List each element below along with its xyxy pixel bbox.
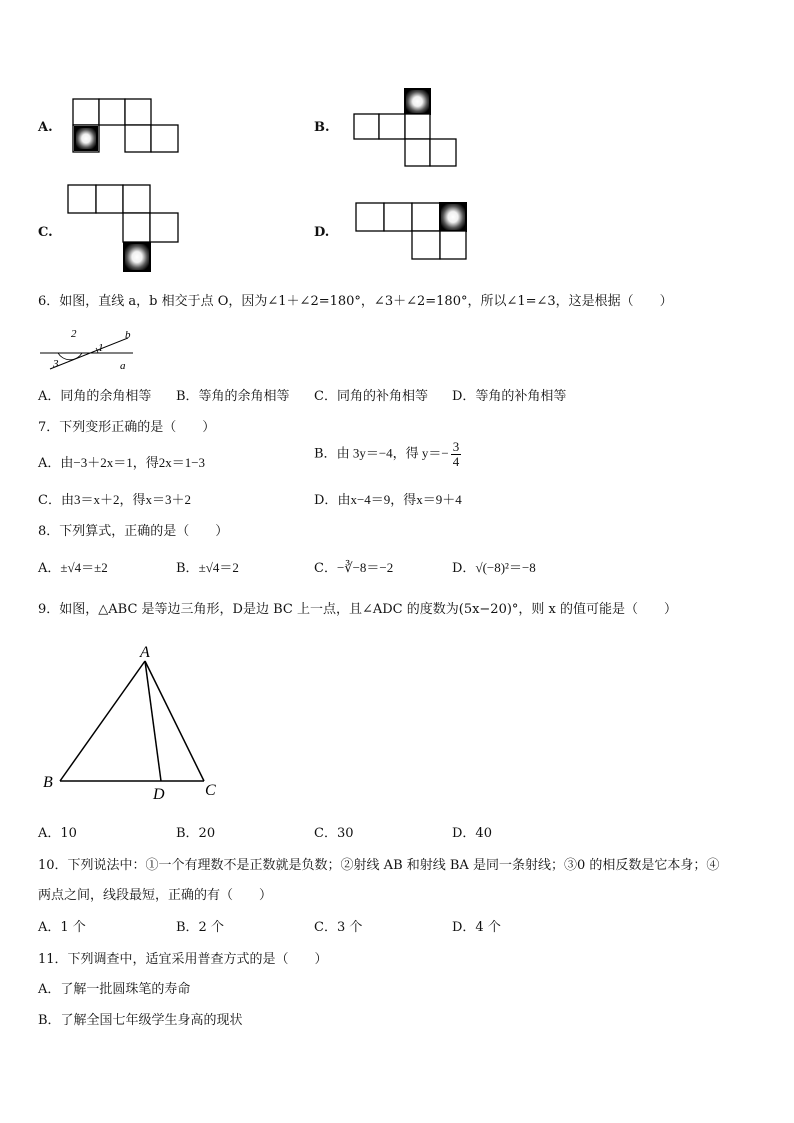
q9-vertex-a-label: A [140, 644, 150, 661]
q6-option-d: D．等角的补角相等 [452, 389, 567, 404]
q10-stem-line2: 两点之间，线段最短，正确的有（ ） [38, 888, 273, 903]
q9-option-c: C．30 [314, 826, 354, 841]
q5-net-b [353, 88, 459, 170]
q9-vertex-b-label: B [43, 774, 53, 791]
q6-fig-label-3: 3 [53, 358, 59, 370]
q6-fig-label-1: 1 [98, 342, 104, 354]
q5-option-a-label: A. [38, 120, 53, 135]
q6-fig-label-2: 2 [71, 328, 77, 340]
q7-option-b [314, 440, 463, 468]
q7-stem: 7．下列变形正确的是（ ） [38, 420, 216, 435]
q9-option-b: B．20 [176, 826, 216, 841]
q10-option-c: C．3 个 [314, 920, 363, 935]
q7-option-b-denominator: 4 [452, 453, 460, 469]
q11-option-b: B．了解全国七年级学生身高的现状 [38, 1013, 243, 1028]
q7-option-d-label: D． [314, 493, 338, 508]
q8-option-a-label: A． [38, 561, 61, 576]
q9-point-d-label: D [153, 786, 165, 803]
q6-stem: 6．如图，直线 a，b 相交于点 O，因为∠1＋∠2=180°，∠3＋∠2=180°，所以∠1=∠3，这是根据（ ） [38, 294, 673, 309]
q6-option-c: C．同角的补角相等 [314, 389, 428, 404]
q8-option-c-label: C． [314, 561, 337, 576]
q7-option-a-label: A． [38, 456, 61, 471]
q5-option-c-label: C. [38, 225, 53, 240]
q5-option-d-label: D. [314, 225, 330, 240]
q7-option-d-text: 由x−4＝9，得x＝9＋4 [337, 492, 462, 507]
q9-vertex-c-label: C [205, 782, 216, 799]
q7-option-b-fraction [451, 440, 462, 468]
q7-option-c [38, 489, 191, 508]
q10-option-b: B．2 个 [176, 920, 224, 935]
q7-option-b-label: B． [314, 446, 337, 462]
q7-option-a-text: 由−3＋2x＝1，得2x＝1−3 [60, 455, 206, 470]
q9-triangle-figure [38, 640, 228, 805]
q6-figure [38, 326, 148, 376]
q7-option-c-text: 由3＝x＋2，得x＝3＋2 [60, 492, 191, 507]
q8-stem: 8．下列算式，正确的是（ ） [38, 524, 229, 539]
q5-option-b-label: B. [314, 120, 330, 135]
q8-option-d-text: √(−8)²＝−8 [475, 560, 536, 575]
q7-option-d [314, 489, 462, 508]
q7-option-b-text: 由 3y＝−4，得 y＝− [336, 445, 449, 461]
q7-option-b-numerator: 3 [452, 439, 460, 454]
q7-option-c-label: C． [38, 493, 61, 508]
q10-stem-line1: 10．下列说法中：①一个有理数不是正数就是负数；②射线 AB 和射线 BA 是同一条射线；③0 的相反数是它本身；④ [38, 858, 720, 873]
q11-stem: 11．下列调查中，适宜采用普查方式的是（ ） [38, 952, 328, 967]
q8-option-a-text: ±√4＝±2 [60, 560, 108, 575]
q8-option-d [452, 557, 536, 576]
q10-option-d: D．4 个 [452, 920, 501, 935]
q7-option-a [38, 452, 205, 471]
q9-stem: 9．如图，△ABC 是等边三角形，D是边 BC 上一点，且∠ADC 的度数为(5x−20)°，则 x 的值可能是（ ） [38, 602, 678, 617]
q8-option-b-text: ±√4＝2 [198, 560, 239, 575]
q8-option-b [176, 557, 239, 576]
q9-option-a: A．10 [38, 826, 77, 841]
q8-option-d-label: D． [452, 561, 476, 576]
q5-net-d [355, 202, 470, 262]
q10-option-a: A．1 个 [38, 920, 86, 935]
q8-option-b-label: B． [176, 561, 199, 576]
q5-net-c [67, 184, 182, 274]
q8-option-c [314, 557, 393, 576]
q6-option-b: B．等角的余角相等 [176, 389, 290, 404]
q6-fig-label-a: a [120, 360, 126, 372]
q9-option-d: D．40 [452, 826, 492, 841]
q11-option-a: A．了解一批圆珠笔的寿命 [38, 982, 191, 997]
q8-option-a [38, 557, 108, 576]
q6-fig-label-b: b [125, 329, 131, 341]
q6-option-a: A．同角的余角相等 [38, 389, 152, 404]
q5-net-a [72, 98, 182, 156]
q8-option-c-text: −∛−8＝−2 [336, 560, 394, 575]
